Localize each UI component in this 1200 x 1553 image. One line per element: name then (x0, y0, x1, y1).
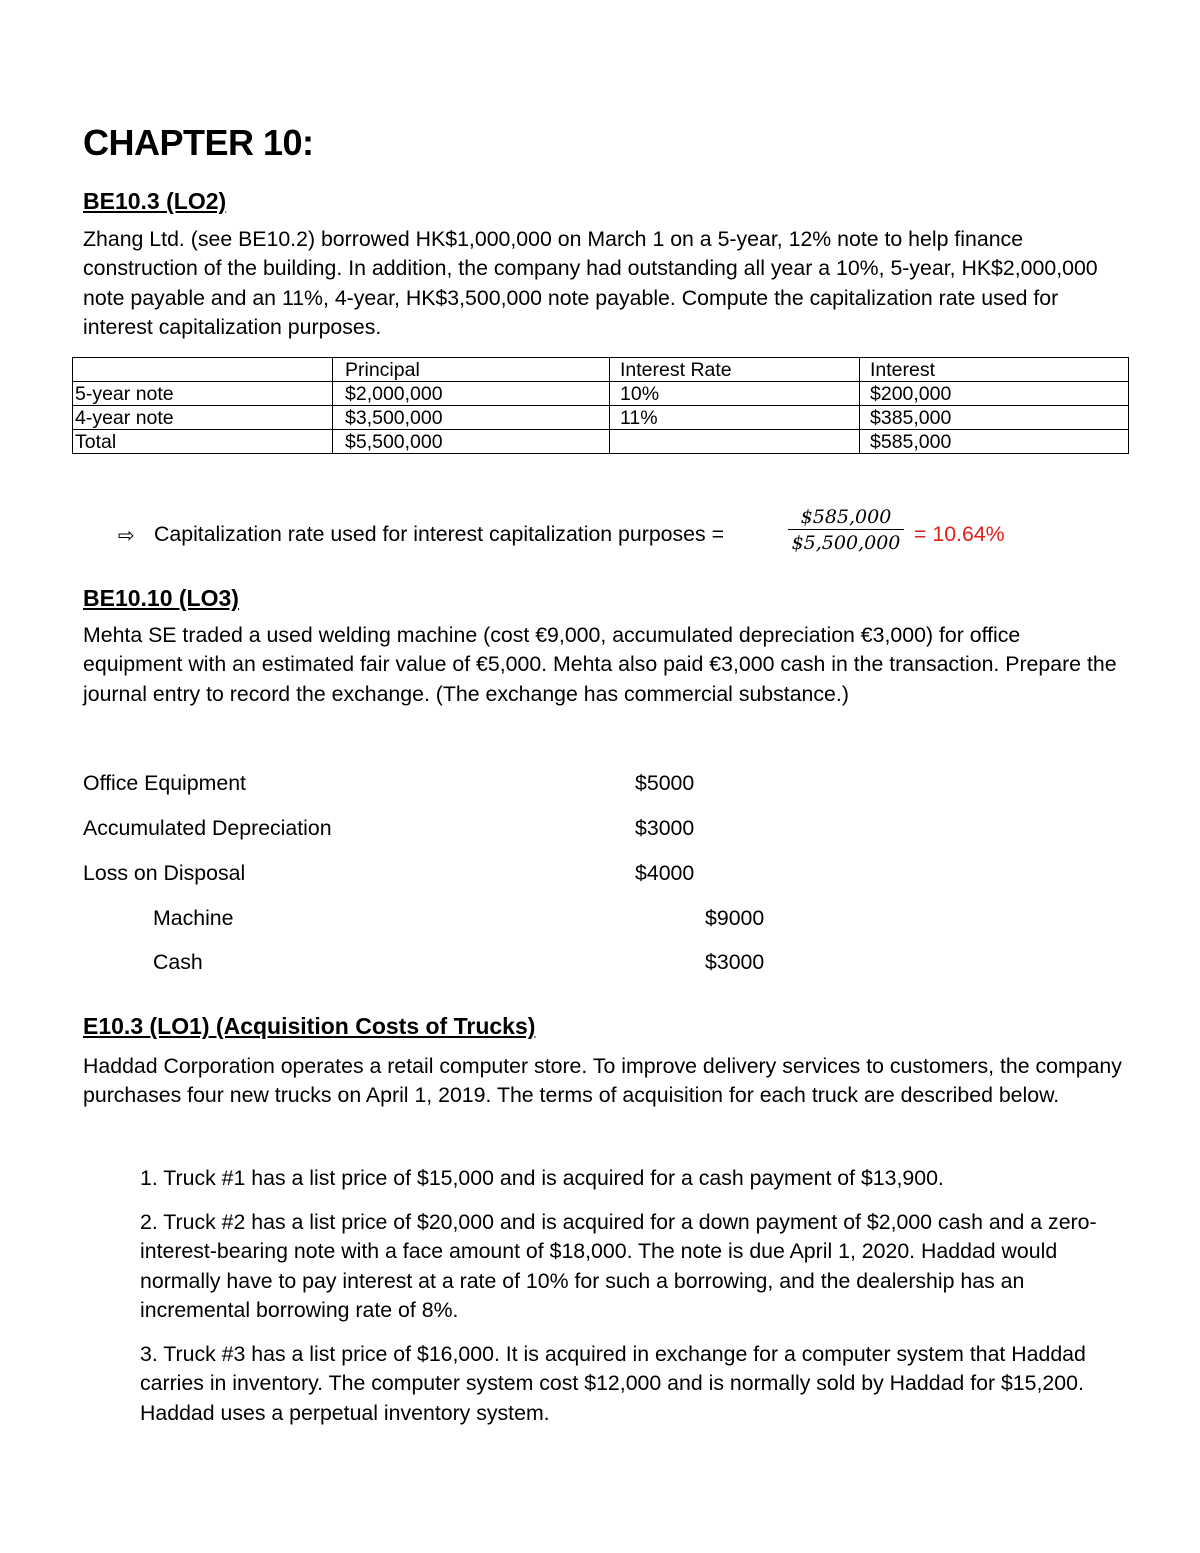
e10-3-heading: E10.3 (LO1) (Acquisition Costs of Trucks) (83, 1013, 536, 1039)
table-cell: $3,500,000 (333, 406, 610, 430)
formula-fraction (788, 506, 904, 554)
be10-3-body: Zhang Ltd. (see BE10.2) borrowed HK$1,000,000 on March 1 on a 5-year, 12% note to help finance construction of the building. In addition, the company had outstanding all year a 10%, 5-year, HK$2,000,000 note payable and an 11%, 4-year, HK$3,500,000 note payable. Compute the capitalization rate used for interest capitalization purposes. (83, 227, 1098, 339)
credit-amount: $3000 (705, 950, 765, 974)
debit-account: Loss on Disposal (83, 861, 246, 885)
credit-account: Machine (153, 906, 234, 930)
table-header-cell: Interest (860, 358, 1129, 382)
formula-result: = 10.64% (914, 522, 1005, 546)
table-cell: 5-year note (73, 382, 333, 406)
formula-denominator: $5,500,000 (791, 532, 901, 554)
list-item: 2. Truck #2 has a list price of $20,000 and is acquired for a down payment of $2,000 cash and a zero- interest-bearing note with a face amount of $18,000. The note is due April 1, 2020. Haddad would normally have to pay interest at a rate of 10% for such a borrowing, and the dealership has an incremental borrowing rate of 8%. (140, 1210, 1097, 1322)
table-header-cell (73, 358, 333, 382)
table-row (73, 430, 1129, 454)
table-cell: Total (73, 430, 333, 454)
debit-amount: $4000 (635, 861, 695, 885)
notes-table (72, 357, 1129, 454)
table-cell: $585,000 (860, 430, 1129, 454)
table-cell: $200,000 (860, 382, 1129, 406)
list-item: 3. Truck #3 has a list price of $16,000. It is acquired in exchange for a computer system that Haddad carries in inventory. The computer system cost $12,000 and is normally sold by Haddad for $15,200. Haddad uses a perpetual inventory system. (140, 1342, 1086, 1425)
be10-3-heading: BE10.3 (LO2) (83, 188, 227, 214)
table-header-cell: Interest Rate (610, 358, 860, 382)
table-header-row (73, 358, 1129, 382)
debit-amount: $3000 (635, 816, 695, 840)
table-row (73, 382, 1129, 406)
e10-3-body: Haddad Corporation operates a retail computer store. To improve delivery services to customers, the company purchases four new trucks on April 1, 2019. The terms of acquisition for each truck are described below. (83, 1054, 1122, 1108)
formula-numerator: $585,000 (788, 506, 904, 530)
table-cell: 10% (610, 382, 860, 406)
arrow-right-icon: ⇨ (118, 525, 135, 547)
be10-10-body: Mehta SE traded a used welding machine (cost €9,000, accumulated depreciation €3,000) for office equipment with an estimated fair value of €5,000. Mehta also paid €3,000 cash in the transaction. Prepare the journal entry to record the exchange. (The exchange has commercial substance.) (83, 623, 1117, 706)
debit-account: Office Equipment (83, 771, 246, 795)
table-cell: $2,000,000 (333, 382, 610, 406)
credit-account: Cash (153, 950, 203, 974)
formula-text: Capitalization rate used for interest capitalization purposes = (154, 522, 725, 546)
table-cell: 11% (610, 406, 860, 430)
table-cell: $385,000 (860, 406, 1129, 430)
debit-account: Accumulated Depreciation (83, 816, 332, 840)
table-cell: 4-year note (73, 406, 333, 430)
chapter-title: CHAPTER 10: (83, 122, 314, 163)
table-row (73, 406, 1129, 430)
debit-amount: $5000 (635, 771, 695, 795)
table-header-cell: Principal (333, 358, 610, 382)
be10-10-heading: BE10.10 (LO3) (83, 585, 239, 611)
table-cell: $5,500,000 (333, 430, 610, 454)
credit-amount: $9000 (705, 906, 765, 930)
table-cell (610, 430, 860, 454)
list-item: 1. Truck #1 has a list price of $15,000 and is acquired for a cash payment of $13,900. (140, 1166, 944, 1190)
